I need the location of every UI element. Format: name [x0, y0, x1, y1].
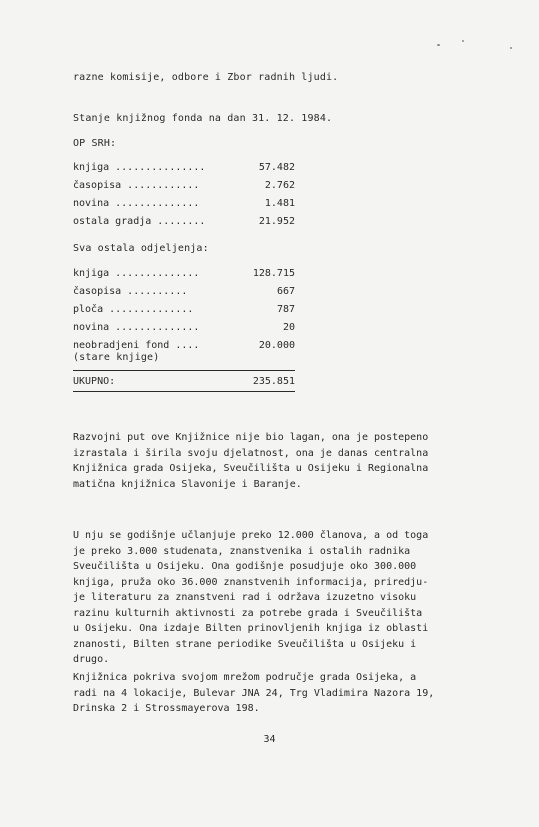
inventory-value: 1.481: [264, 198, 295, 209]
inventory-label: ploča ..............: [73, 304, 194, 315]
op-srh-heading: OP SRH:: [73, 138, 117, 149]
paragraph-line: Sveučilišta u Osijeku. Ona godišnje posudjuje oko 300.000: [73, 561, 417, 572]
other-departments-heading: Sva ostala odjeljenja:: [73, 243, 209, 254]
inventory-label: novina ..............: [73, 322, 200, 333]
intro-line: razne komisije, odbore i Zbor radnih ljudi.: [73, 72, 339, 83]
total-label: UKUPNO:: [73, 376, 116, 387]
paragraph-line: Knjižnica pokriva svojom mrežom područje grada Osijeka, a: [73, 672, 417, 683]
inventory-value: 57.482: [258, 162, 295, 173]
inventory-value: 787: [276, 304, 295, 315]
inventory-label: knjiga ...............: [73, 162, 206, 173]
paragraph-line: znanosti, Bilten strane periodike Sveučilišta u Osijeku i: [73, 638, 417, 650]
total-value: 235.851: [252, 376, 295, 387]
scan-speck: [462, 40, 464, 42]
total-divider: [73, 370, 295, 371]
inventory-row: [73, 322, 295, 334]
total-underline: [73, 391, 295, 392]
paragraph-line: je literaturu za znanstveni rad i održava izuzetno visoku: [73, 592, 417, 603]
scan-speck: [510, 47, 512, 49]
inventory-row: [73, 268, 295, 280]
inventory-value: 2.762: [264, 180, 295, 191]
inventory-value: 128.715: [252, 268, 295, 279]
paragraph-line: Razvojni put ove Knjižnice nije bio lagan, ona je postepeno: [73, 432, 429, 443]
inventory-row: [73, 286, 295, 298]
inventory-label: časopisa ............: [73, 180, 200, 191]
paragraph-line: Knjižnica grada Osijeka, Sveučilišta u Osijeku i Regionalna: [73, 463, 429, 474]
inventory-value: 20.000: [258, 340, 295, 351]
inventory-value: 20: [282, 322, 295, 333]
paragraph-line: izrastala i širila svoju djelatnost, ona je danas centralna: [73, 447, 429, 459]
paragraph-line: Drinska 2 i Strossmayerova 198.: [73, 703, 260, 714]
paragraph-line: knjiga, pruža oko 36.000 znanstvenih informacija, priredju-: [73, 576, 429, 588]
scan-speck: [437, 44, 440, 46]
paragraph-line: je preko 3.000 studenata, znanstvenika i ostalih radnika: [73, 545, 411, 557]
inventory-row: [73, 180, 295, 192]
paragraph-development: [73, 430, 533, 492]
inventory-value: 21.952: [258, 216, 295, 227]
inventory-label: ostala gradja ........: [73, 216, 206, 227]
inventory-label: neobradjeni fond ....: [73, 340, 200, 351]
page-number: 34: [263, 734, 276, 745]
paragraph-line: drugo.: [73, 654, 110, 665]
inventory-row: [73, 216, 295, 228]
inventory-value: 667: [276, 286, 295, 297]
total-row: [73, 376, 295, 388]
fund-title: Stanje knjižnog fonda na dan 31. 12. 1984.: [73, 113, 333, 124]
paragraph-line: U nju se godišnje učlanjuje preko 12.000 članova, a od toga: [73, 530, 429, 541]
paragraph-activities: [73, 528, 533, 668]
inventory-label: časopisa ..........: [73, 286, 188, 297]
inventory-note: (stare knjige): [73, 352, 160, 363]
inventory-row: [73, 304, 295, 316]
inventory-row: [73, 198, 295, 210]
paragraph-line: matična knjižnica Slavonije i Baranje.: [73, 478, 302, 490]
inventory-label: knjiga ..............: [73, 268, 200, 279]
inventory-label: novina ..............: [73, 198, 200, 209]
paragraph-line: radi na 4 lokacije, Bulevar JNA 24, Trg Vladimira Nazora 19,: [73, 687, 435, 699]
inventory-row: [73, 162, 295, 174]
paragraph-locations: [73, 670, 533, 717]
paragraph-line: razinu kulturnih aktivnosti za potrebe grada i Sveučilišta: [73, 607, 423, 619]
inventory-row: [73, 340, 295, 352]
paragraph-line: u Osijeku. Ona izdaje Bilten prinovljenih knjiga iz oblasti: [73, 623, 429, 634]
